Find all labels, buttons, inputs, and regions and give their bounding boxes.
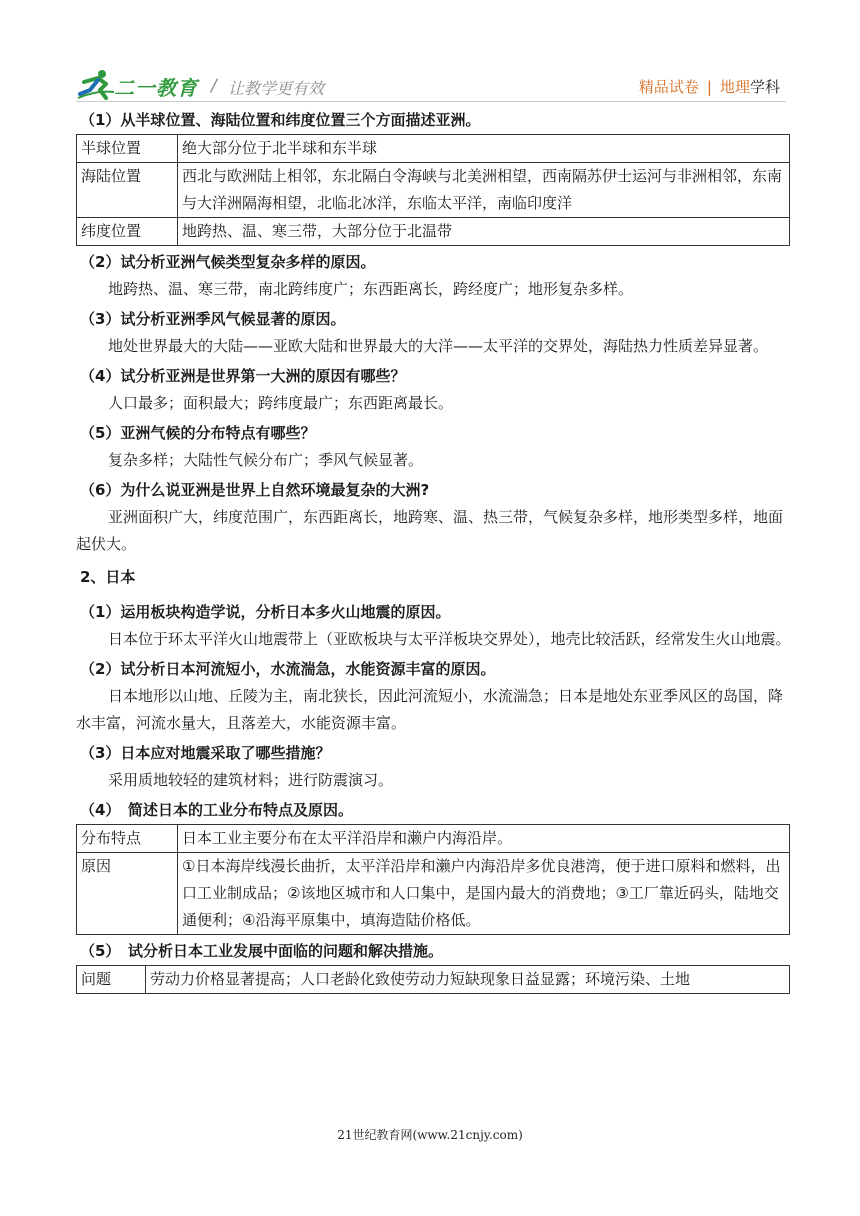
japan-question-3: （3）日本应对地震采取了哪些措施？ [80,744,331,762]
section-japan-title: 2、日本 [80,568,136,586]
answer-6: 亚洲面积广大，纬度范围广，东西距离长，地跨寒、温、热三带，气候复杂多样，地形类型多样，地面起伏大。 [76,508,784,553]
japan-question-5: （5） 试分析日本工业发展中面临的问题和解决措施。 [80,942,443,960]
header-label-exam: 精品试卷 [638,78,699,96]
header-subject-name: 地理 [719,78,750,96]
japan-answer-2: 日本地形以山地、丘陵为主，南北狭长，因此河流短小，水流湍急；日本是地处东亚季风区的岛国，降水丰富，河流水量大，且落差大，水能资源丰富。 [76,687,784,732]
table-row [77,853,790,935]
slogan-separator: / [211,76,217,96]
answer-2: 地跨热、温、寒三带，南北跨纬度广；东西距离长，跨经度广；地形复杂多样。 [108,280,634,298]
answer-5: 复杂多样；大陆性气候分布广；季风气候显著。 [108,451,424,469]
table-label: 纬度位置 [77,218,178,246]
japan-question-4: （4） 简述日本的工业分布特点及原因。 [80,801,353,819]
slogan: 让教学更有效 [228,79,325,98]
header-subject [639,76,780,97]
runner-logo-icon [76,68,116,102]
table-row [77,135,790,163]
question-4: （4）试分析亚洲是世界第一大洲的原因有哪些？ [80,367,406,385]
japan-answer-1: 日本位于环太平洋火山地震带上（亚欧板块与太平洋板块交界处），地壳比较活跃，经常发生火山地震。 [108,630,791,648]
page-footer: 21世纪教育网(www.21cnjy.com) [337,1128,523,1142]
table-row [77,163,790,218]
question-3: （3）试分析亚洲季风气候显著的原因。 [80,310,346,328]
table-value: 绝大部分位于北半球和东半球 [178,135,790,163]
answer-4: 人口最多；面积最大；跨纬度最广；东西距离最长。 [108,394,454,412]
table-value: 西北与欧洲陆上相邻，东北隔白令海峡与北美洲相望，西南隔苏伊士运河与非洲相邻，东南与大洋洲隔海相望，北临北冰洋，东临太平洋，南临印度洋 [178,163,790,218]
table-row [77,966,790,994]
japan-question-2: （2）试分析日本河流短小，水流湍急，水能资源丰富的原因。 [80,660,496,678]
table-label: 分布特点 [77,825,178,853]
page-header [76,68,784,104]
table-value: 地跨热、温、寒三带，大部分位于北温带 [178,218,790,246]
table-label: 原因 [77,853,178,935]
header-divider [76,101,786,102]
answer-3: 地处世界最大的大陆——亚欧大陆和世界最大的大洋——太平洋的交界处，海陆热力性质差异显著。 [108,337,769,355]
question-5: （5）亚洲气候的分布特点有哪些？ [80,424,316,442]
japan-problems-table [76,965,790,994]
table-label: 海陆位置 [77,163,178,218]
logo [76,68,206,102]
table-label: 问题 [77,966,146,994]
question-6: （6）为什么说亚洲是世界上自然环境最复杂的大洲? [80,481,430,499]
table-value: ①日本海岸线漫长曲折，太平洋沿岸和濑户内海沿岸多优良港湾，便于进口原料和燃料，出口工业制成品；②该地区城市和人口集中，是国内最大的消费地；③工厂靠近码头，陆地交通便利；④沿海平原集中，填海造陆价格低。 [178,853,790,935]
japan-industry-table [76,824,790,935]
table-row [77,825,790,853]
table-value: 日本工业主要分布在太平洋沿岸和濑户内海沿岸。 [178,825,790,853]
table-value: 劳动力价格显著提高；人口老龄化致使劳动力短缺现象日益显露；环境污染、土地 [146,966,790,994]
japan-answer-3: 采用质地较轻的建筑材料；进行防震演习。 [108,771,394,789]
table-label: 半球位置 [77,135,178,163]
question-1: （1）从半球位置、海陆位置和纬度位置三个方面描述亚洲。 [80,111,481,129]
table-row [77,218,790,246]
question-2: （2）试分析亚洲气候类型复杂多样的原因。 [80,253,376,271]
document-body [76,104,791,994]
asia-position-table [76,134,790,246]
japan-question-1: （1）运用板块构造学说，分析日本多火山地震的原因。 [80,603,451,621]
header-separator: | [706,78,712,96]
logo-text: 二一教育 [114,76,198,100]
header-subject-suffix: 学科 [749,78,780,96]
